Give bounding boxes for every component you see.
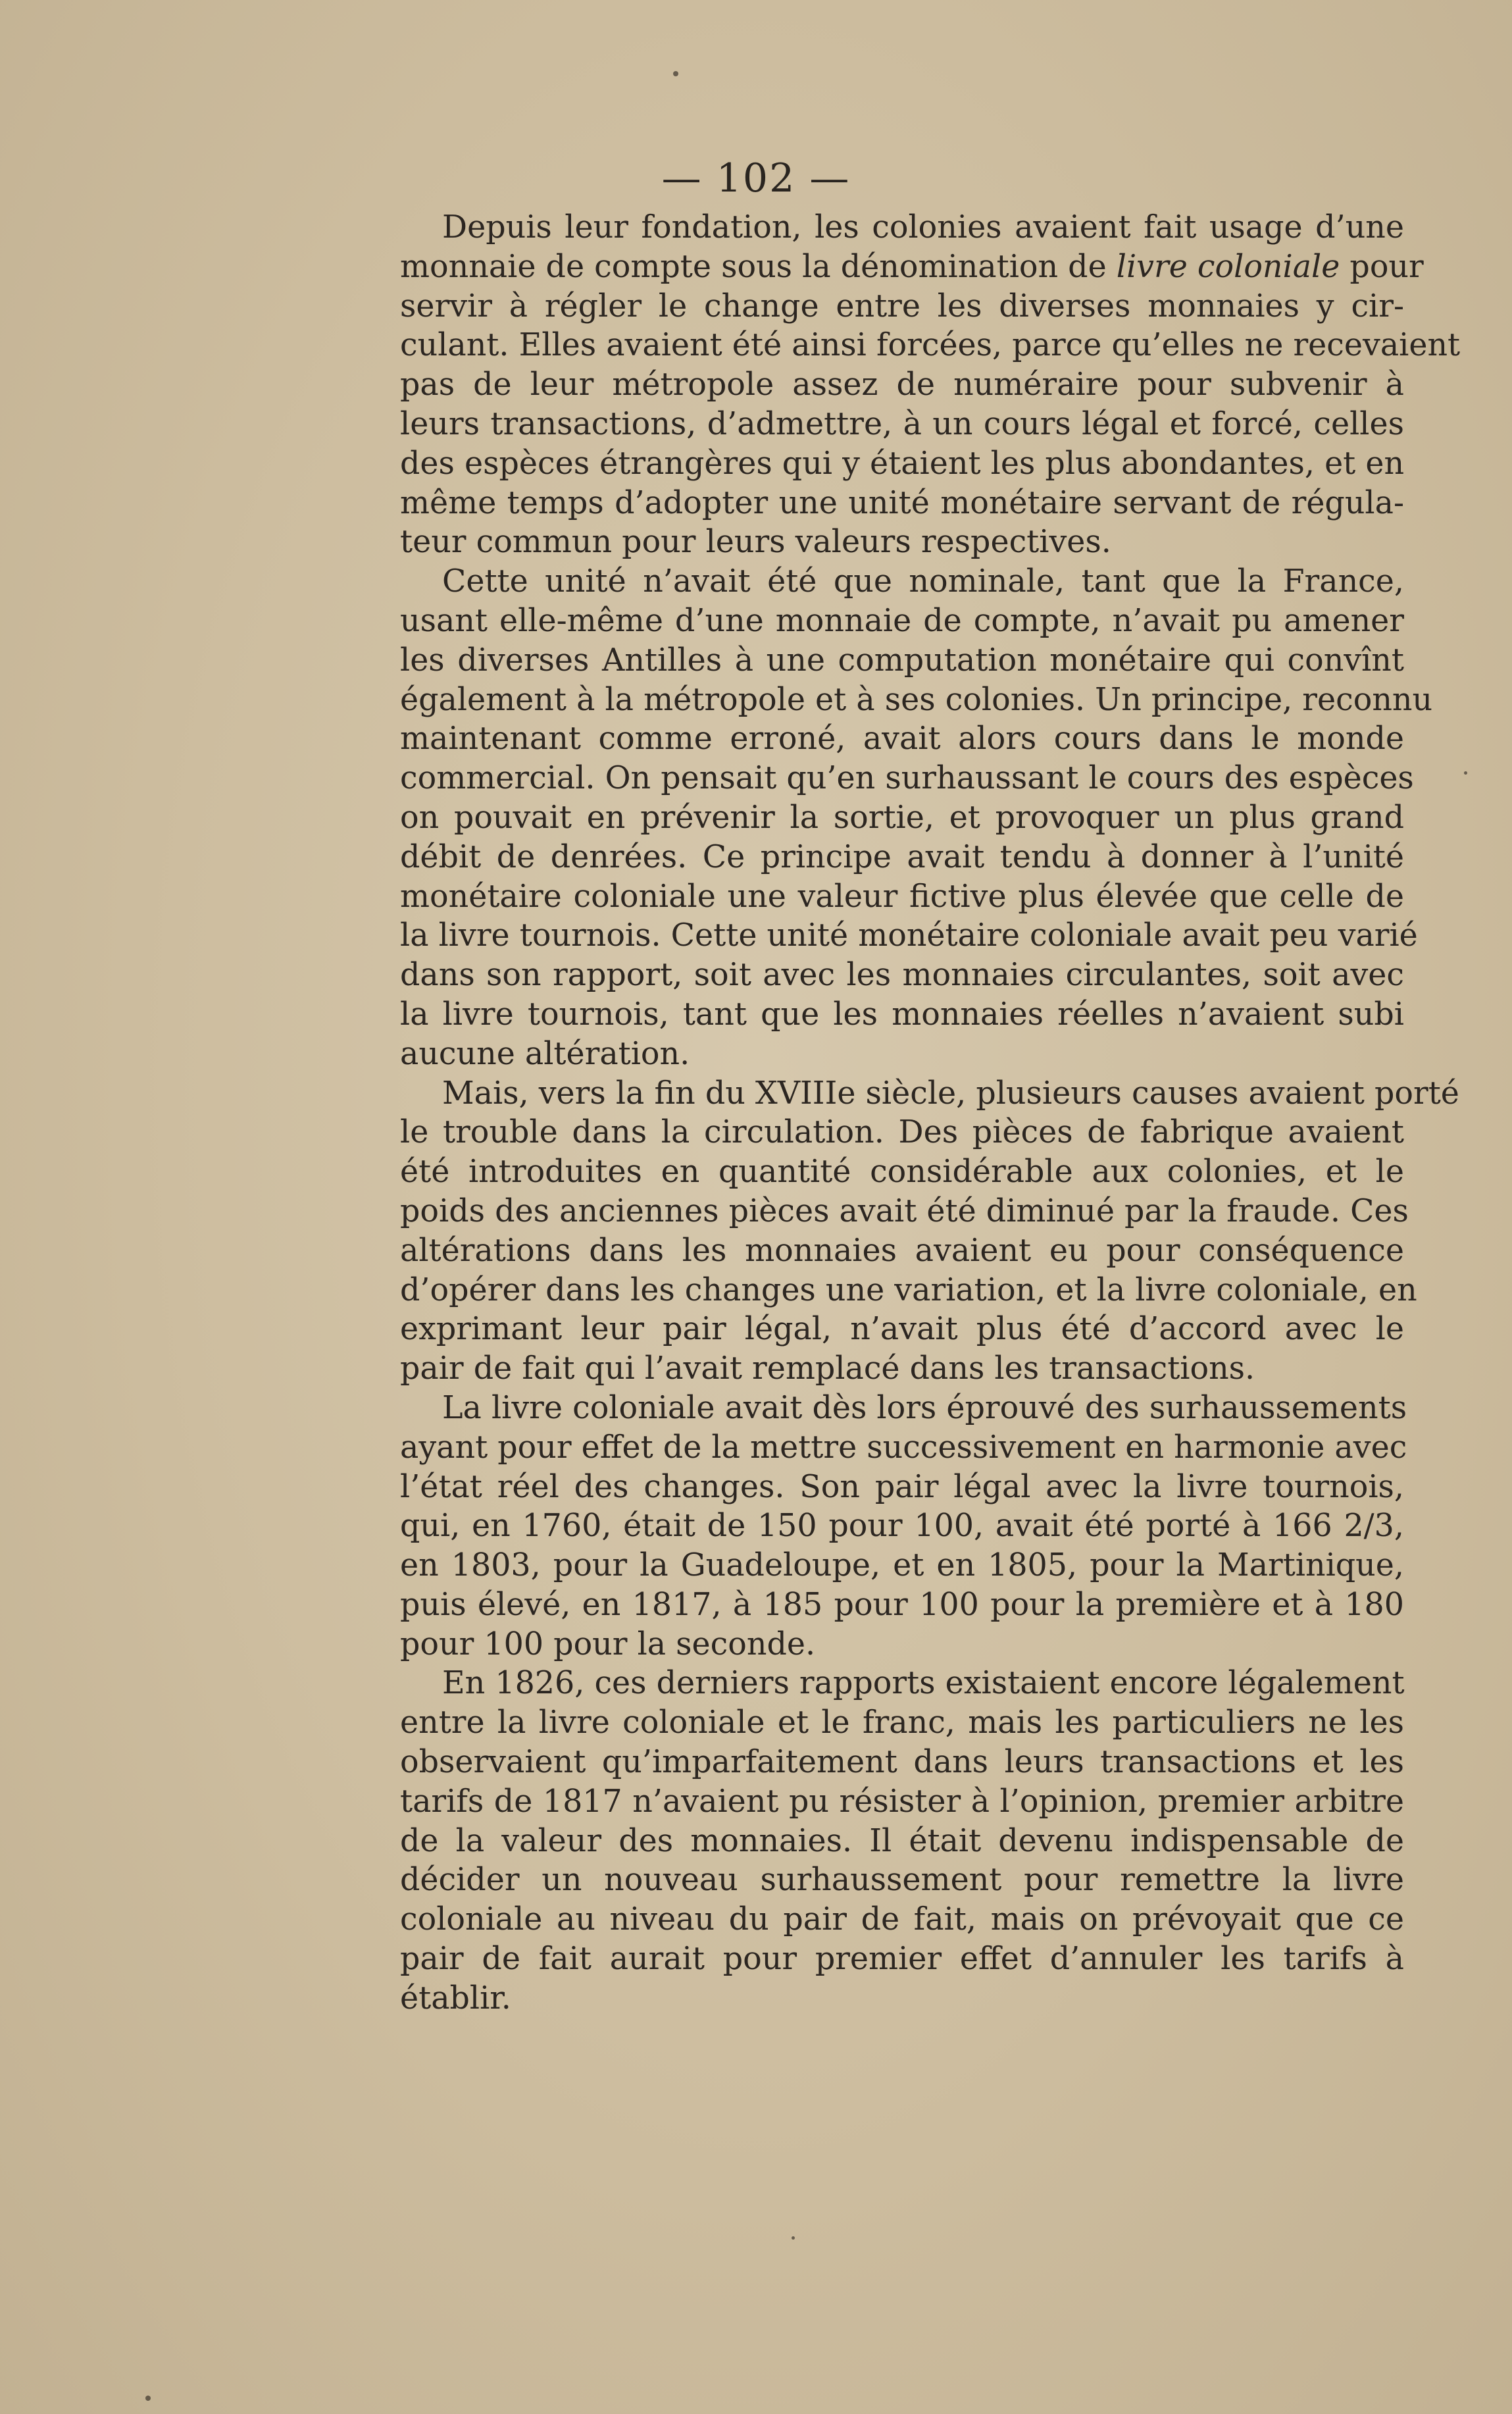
text-line: été introduites en quantité considérable aux colonies, et le — [400, 1154, 1404, 1191]
text-line: culant. Elles avaient été ainsi forcées, parce qu’elles ne recevaient — [400, 327, 1461, 364]
text-line: entre la livre coloniale et le franc, mais les particuliers ne les — [400, 1705, 1404, 1741]
text-line: d’opérer dans les changes une variation, et la livre coloniale, en — [400, 1271, 1417, 1308]
text-line: exprimant leur pair légal, n’avait plus été d’accord avec le — [400, 1311, 1404, 1348]
text-line: Depuis leur fondation, les colonies avaient fait usage d’une — [442, 209, 1404, 245]
text-line: poids des anciennes pièces avait été diminué par la fraude. Ces — [400, 1193, 1409, 1229]
text-line: Cette unité n’avait été que nominale, tant que la France, — [442, 563, 1404, 600]
text-line: également à la métropole et à ses colonies. Un principe, reconnu — [400, 681, 1433, 718]
text-line: en 1803, pour la Guadeloupe, et en 1805, pour la Martinique, — [400, 1547, 1404, 1584]
text-line: les diverses Antilles à une computation monétaire qui convînt — [400, 642, 1404, 679]
paragraph — [400, 208, 1461, 562]
text-line: l’état réel des changes. Son pair légal avec la livre tournois, — [400, 1468, 1404, 1505]
print-speck — [673, 71, 678, 76]
text-line: servir à régler le change entre les diverses monnaies y cir- — [400, 288, 1404, 324]
text-line: pair de fait aurait pour premier effet d’annuler les tarifs à — [400, 1941, 1404, 1978]
text-line: de la valeur des monnaies. Il était devenu indispensable de — [400, 1822, 1404, 1859]
paragraph — [400, 1074, 1459, 1389]
text-line: pair de fait qui l’avait remplacé dans les transactions. — [400, 1350, 1255, 1387]
text-line: monnaie de compte sous la dénomination de livre coloniale pour — [400, 248, 1424, 285]
paragraph — [400, 562, 1433, 1073]
text-line: qui, en 1760, était de 150 pour 100, avait été porté à 166 2/3, — [400, 1508, 1404, 1545]
paragraph — [400, 1389, 1407, 1664]
text-line: La livre coloniale avait dès lors éprouvé des surhaussements — [442, 1389, 1407, 1426]
paragraph — [400, 1664, 1404, 2018]
text-line: commercial. On pensait qu’en surhaussant le cours des espèces — [400, 760, 1414, 797]
text-line: établir. — [400, 1980, 511, 2016]
text-line: ayant pour effet de la mettre successivement en harmonie avec — [400, 1429, 1407, 1466]
text-line: altérations dans les monnaies avaient eu pour conséquence — [400, 1232, 1404, 1269]
text-line: pas de leur métropole assez de numéraire pour subvenir à — [400, 367, 1404, 403]
text-line: le trouble dans la circulation. Des pièces de fabrique avaient — [400, 1114, 1404, 1151]
text-line: dans son rapport, soit avec les monnaies circulantes, soit avec — [400, 957, 1404, 994]
text-line: la livre tournois. Cette unité monétaire coloniale avait peu varié — [400, 917, 1418, 954]
text-line: En 1826, ces derniers rapports existaient encore légalement — [442, 1665, 1405, 1702]
text-line: pour 100 pour la seconde. — [400, 1626, 816, 1662]
print-speck — [792, 2236, 795, 2240]
text-line: monétaire coloniale une valeur fictive plus élevée que celle de — [400, 878, 1404, 915]
text-line: tarifs de 1817 n’avaient pu résister à l’opinion, premier arbitre — [400, 1783, 1404, 1820]
text-line: observaient qu’imparfaitement dans leurs transactions et les — [400, 1744, 1404, 1781]
text-line: même temps d’adopter une unité monétaire servant de régula- — [400, 484, 1404, 521]
text-line: débit de denrées. Ce principe avait tendu à donner à l’unité — [400, 838, 1404, 875]
text-line: teur commun pour leurs valeurs respectives. — [400, 524, 1111, 561]
body-text — [400, 208, 1461, 2018]
text-line: on pouvait en prévenir la sortie, et provoquer un plus grand — [400, 799, 1404, 836]
text-line: des espèces étrangères qui y étaient les plus abondantes, et en — [400, 445, 1405, 482]
text-line: maintenant comme erroné, avait alors cours dans le monde — [400, 721, 1404, 758]
text-line: usant elle-même d’une monnaie de compte, n’avait pu amener — [400, 602, 1404, 639]
text-line: leurs transactions, d’admettre, à un cours légal et forcé, celles — [400, 405, 1404, 442]
text-line: Mais, vers la fin du XVIIIe siècle, plusieurs causes avaient porté — [442, 1075, 1459, 1112]
text-line: la livre tournois, tant que les monnaies réelles n’avaient subi — [400, 996, 1404, 1033]
text-line: puis élevé, en 1817, à 185 pour 100 pour la première et à 180 — [400, 1586, 1404, 1623]
print-speck — [1464, 771, 1467, 775]
text-line: aucune altération. — [400, 1035, 690, 1072]
page-number: — 102 — — [661, 155, 851, 201]
text-line: décider un nouveau surhaussement pour remettre la livre — [400, 1862, 1404, 1899]
print-speck — [145, 2396, 151, 2401]
text-line: coloniale au niveau du pair de fait, mais on prévoyait que ce — [400, 1901, 1404, 1938]
